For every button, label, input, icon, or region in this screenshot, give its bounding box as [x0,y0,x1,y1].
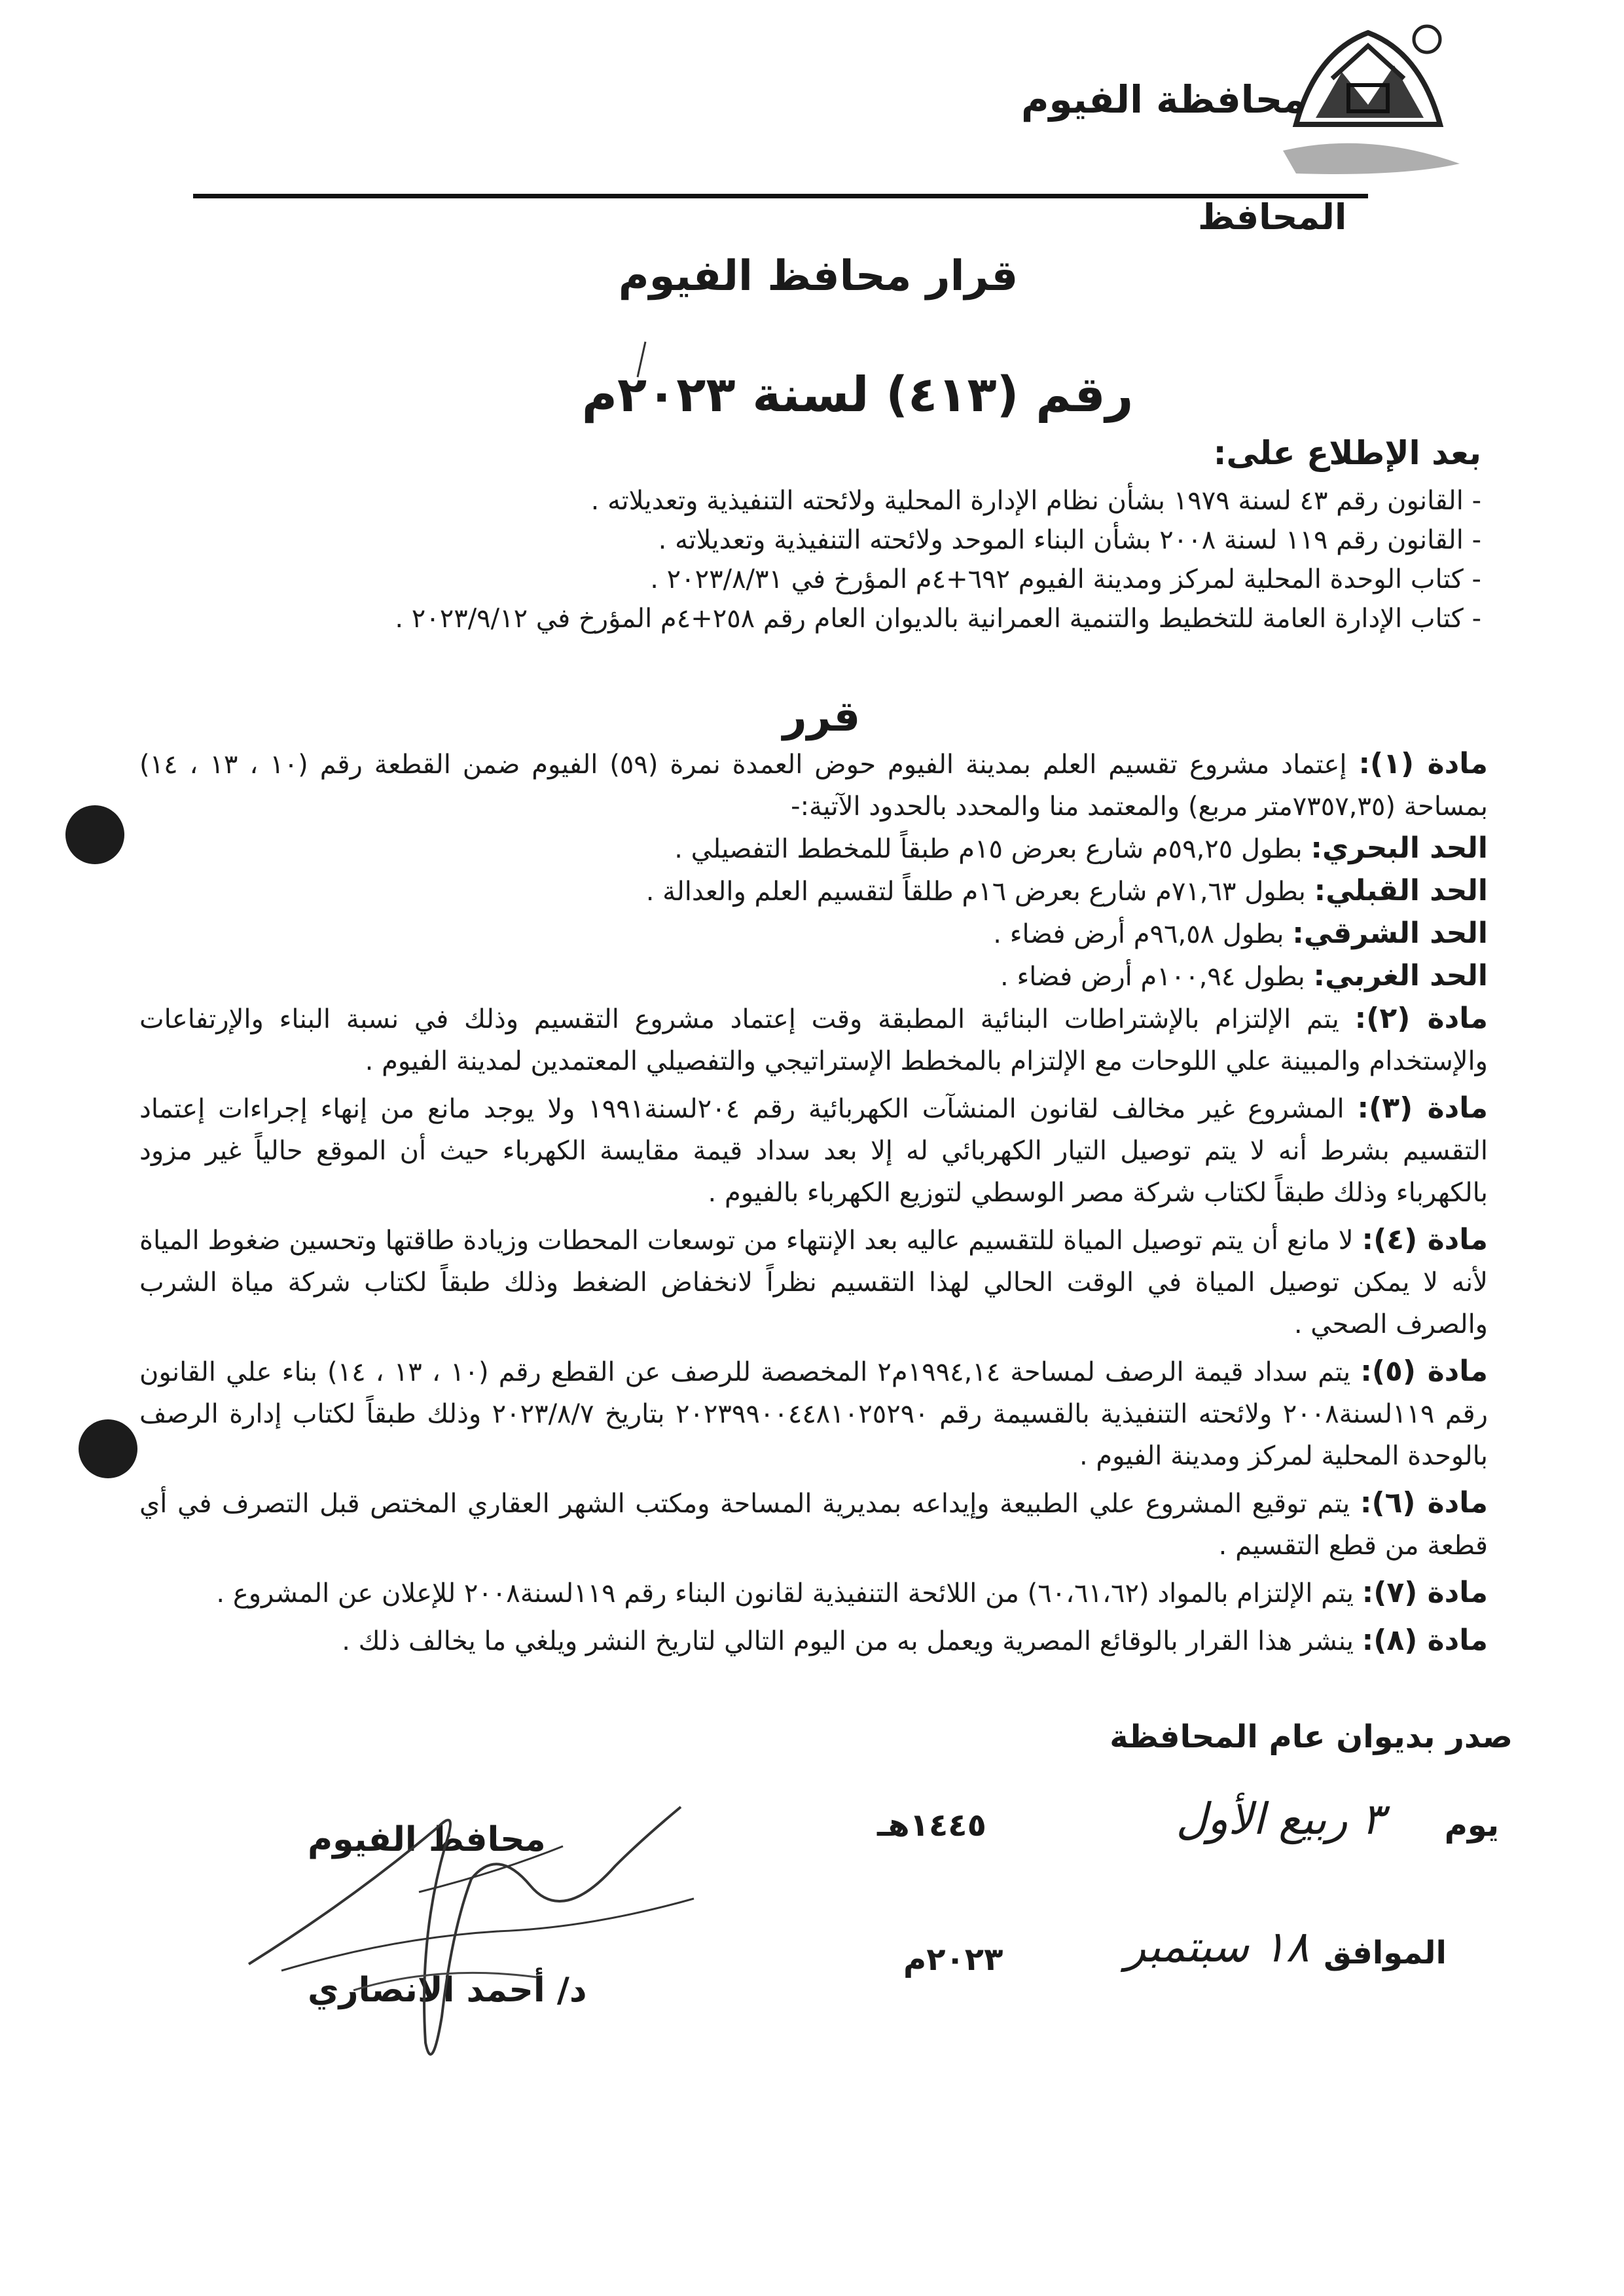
boundary-label: الحد الغربي: [1313,959,1488,993]
article-3 [139,1087,1488,1214]
hijri-year: ١٤٤٥هـ [877,1807,986,1844]
article-label: مادة (١): [1358,747,1489,780]
gregorian-label: الموافق [1324,1935,1447,1971]
article-text: المشروع غير مخالف لقانون المنشآت الكهربائية رقم ٢٠٤لسنة١٩٩١ ولا يوجد مانع من إنهاء إجراءات إعتماد التقسيم بشرط أنه لا يتم توصيل التيار الكهربائي له إلا بعد سداد قيمة مقايسة الكهرباء حيث أن الموقع حالياً غير مزود بالكهرباء وذلك طبقاً لكتاب شركة مصر الوسطي لتوزيع الكهرباء بالفيوم . [139,1094,1488,1208]
hijri-label: يوم [1444,1807,1499,1844]
handwritten-signature [223,1768,720,2082]
article-text: يتم الإلتزام بالإشتراطات البنائية المطبقة وقت إعتماد مشروع التقسيم وذلك في نسبة البناء والإرتفاعات والإستخدام والمبينة علي اللوحات مع الإلتزام بالمخطط الإستراتيجي والتفصيلي المعتمدين لمدينة الفيوم . [139,1004,1488,1076]
reference-item: - القانون رقم ٤٣ لسنة ١٩٧٩ بشأن نظام الإدارة المحلية ولائحته التنفيذية وتعديلاته . [590,486,1481,516]
article-label: مادة (٨): [1362,1624,1488,1657]
article-8 [139,1620,1488,1662]
reference-item: - القانون رقم ١١٩ لسنة ٢٠٠٨ بشأن البناء الموحد ولائحته التنفيذية وتعديلاته . [658,525,1481,555]
articles-body [139,743,1488,1662]
decree-number: رقم (٤١٣) لسنة ٢٠٢٣م [581,367,1134,423]
governorate-name: محافظة الفيوم [1021,77,1307,122]
punch-hole [65,805,124,864]
article-4 [139,1219,1488,1345]
article-text: لا مانع أن يتم توصيل المياة للتقسيم عاليه بعد الإنتهاء من توسعات المحطات وزيادة طاقتها وتحسين ضغوط المياة لأنه لا يمكن توصيل المياة في الوقت الحالي لهذا التقسيم نظراً لانخفاض الضغط وذلك طبقاً لكتاب شركة مياة الشرب والصرف الصحي . [139,1226,1488,1339]
reference-item: - كتاب الإدارة العامة للتخطيط والتنمية العمرانية بالديوان العام رقم ٢٥٨+٤م المؤرخ في ٢٠٢٣/٩/١٢ . [395,604,1481,634]
boundary-south [139,870,1488,913]
boundary-label: الحد البحري: [1310,831,1488,865]
article-text: يتم سداد قيمة الرصف لمساحة ١٩٩٤,١٤م٢ المخصصة للرصف عن القطع رقم (١٠ ، ١٣ ، ١٤) بناء علي القانون رقم ١١٩لسنة٢٠٠٨ ولائحته التنفيذية بالقسيمة رقم ٢٠٢٣٩٩٠٠٤٤٨١٠٢٥٢٩٠ بتاريخ ٢٠٢٣/٨/٧ وذلك طبقاً لكتاب إدارة الرصف بالوحدة المحلية لمركز ومدينة الفيوم . [139,1357,1488,1471]
boundary-label: الحد الشرقي: [1292,917,1488,950]
issued-line: صدر بديوان عام المحافظة [1110,1719,1513,1755]
article-label: مادة (٦): [1360,1486,1489,1520]
article-2 [139,998,1488,1082]
signatory-name: د/ أحمد الانصاري [308,1971,587,2010]
header-divider [193,194,1368,198]
gregorian-day-handwritten: ١٨ سبتمبر [1125,1922,1309,1972]
article-text: يتم توقيع المشروع علي الطبيعة وإيداعه بمديرية المساحة ومكتب الشهر العقاري المختص قبل التصرف في أي قطعة من قطع التقسيم . [139,1489,1488,1561]
reference-item: - كتاب الوحدة المحلية لمركز ومدينة الفيوم ٦٩٢+٤م المؤرخ في ٢٠٢٣/٨/٣١ . [650,564,1481,594]
article-label: مادة (٧): [1362,1576,1488,1609]
article-7 [139,1572,1488,1614]
boundary-text: بطول ٥٩,٢٥م شارع بعرض ١٥م طبقاً للمخطط التفصيلي . [674,834,1303,864]
decree-title: قرار محافظ الفيوم [618,252,1019,301]
article-label: مادة (٤): [1362,1223,1489,1256]
boundary-north [139,828,1488,870]
preamble-heading: بعد الإطلاع على: [1213,434,1481,472]
office-title: المحافظ [1198,196,1347,238]
article-6 [139,1482,1488,1567]
signatory-title: محافظ الفيوم [308,1820,546,1859]
article-label: مادة (٢): [1354,1002,1489,1035]
boundary-text: بطول ٩٦,٥٨م أرض فضاء . [993,919,1284,949]
article-5 [139,1351,1488,1477]
article-text: يتم الإلتزام بالمواد (٦٠،٦١،٦٢) من اللائحة التنفيذية لقانون البناء رقم ١١٩لسنة٢٠٠٨ للإعلان عن المشروع . [216,1578,1354,1609]
article-1 [139,743,1488,828]
article-label: مادة (٥): [1360,1355,1489,1388]
decided-heading: قرر [782,693,861,741]
article-text: إعتماد مشروع تقسيم العلم بمدينة الفيوم حوض العمدة نمرة (٥٩) الفيوم ضمن القطعة رقم (١٠ ، ١٣ ، ١٤) بمساحة (٧٣٥٧,٣٥متر مربع) والمعتمد منا والمحدد بالحدود الآتية:- [139,750,1488,822]
article-text: ينشر هذا القرار بالوقائع المصرية ويعمل به من اليوم التالي لتاريخ النشر ويلغي ما يخالف ذلك . [342,1626,1354,1656]
article-label: مادة (٣): [1357,1091,1488,1125]
gregorian-year: ٢٠٢٣م [903,1941,1003,1978]
boundary-west [139,955,1488,998]
boundary-east [139,913,1488,955]
hijri-day-handwritten: ٣ ربيع الأول [1176,1794,1384,1844]
punch-hole [79,1419,137,1478]
boundary-label: الحد القبلي: [1314,874,1488,907]
boundary-text: بطول ١٠٠,٩٤م أرض فضاء . [1000,962,1305,992]
boundary-text: بطول ٧١,٦٣م شارع بعرض ١٦م طلقاً لتقسيم العلم والعدالة . [645,877,1306,907]
references-list [172,481,1481,638]
